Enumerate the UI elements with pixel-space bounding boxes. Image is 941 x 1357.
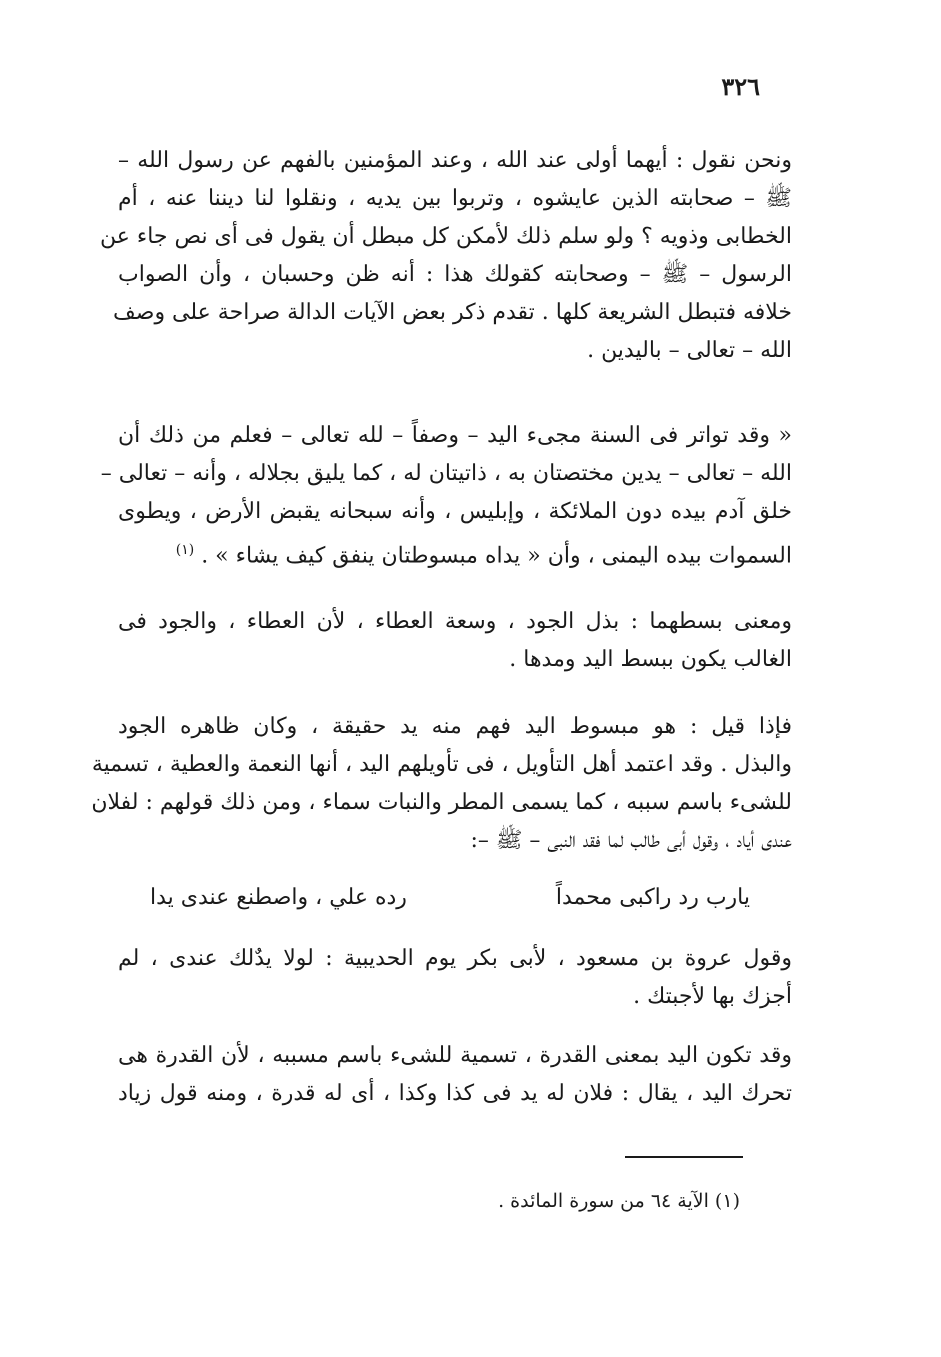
text-line: خلق آدم بيده دون الملائكة ، وإبليس ، وأنه سبحانه يقبض الأرض ، ويطوى xyxy=(118,499,792,524)
text-line: الله – تعالى – باليدين . xyxy=(587,338,792,363)
text-line: الغالب يكون ببسط اليد ومدها . xyxy=(509,647,792,672)
paragraph-6 xyxy=(118,1037,792,1113)
page-number: ٣٢٦ xyxy=(721,72,760,101)
text-line: ونحن نقول : أيهما أولى عند الله ، وعند المؤمنين بالفهم عن رسول الله – xyxy=(118,148,792,173)
text-line: خلافه فتبطل الشريعة كلها . تقدم ذكر بعض الآيات الدالة صراحة على وصف xyxy=(112,300,792,325)
text-line: وقول عروة بن مسعود ، لأبى بكر يوم الحديبية : لولا يدٌلك عندى ، لم xyxy=(118,946,792,971)
footnote-divider xyxy=(625,1156,743,1158)
footnote-reference: (١) xyxy=(175,542,195,558)
text-line: الرسول – ﷺ – وصحابته كقولك هذا : أنه ظن وحسبان ، وأن الصواب xyxy=(118,262,792,287)
paragraph-5 xyxy=(118,940,792,1016)
text-line: الخطابى وذويه ؟ ولو سلم ذلك لأمكن كل مبطل أن يقول فى أى نص جاء عن xyxy=(99,224,792,249)
paragraph-4 xyxy=(91,708,792,860)
verse-second-hemistich: رده علي ، واصطنع عندى يدا xyxy=(150,885,407,910)
text-line: عندى أياد ، وقول أبى طالب لما فقد النبى – ﷺ –: xyxy=(470,828,792,853)
text-line: تحرك اليد ، يقال : فلان له يد فى كذا وكذا ، أى له قدرة ، ومنه قول زياد xyxy=(118,1081,792,1106)
text-line: أجزك بها لأجبتك . xyxy=(633,984,792,1009)
text-line: للشىء باسم سببه ، كما يسمى المطر والنبات سماء ، ومن ذلك قولهم : لفلان xyxy=(91,790,792,815)
text-line: والبذل . وقد اعتمد أهل التأويل ، فى تأويلهم اليد ، أنها النعمة والعطية ، تسمية xyxy=(91,752,792,777)
text-line: ﷺ – صحابته الذين عايشوه ، وتربوا بين يديه ، ونقلوا لنا ديننا عنه ، أم xyxy=(118,186,792,211)
poetry-verse xyxy=(150,879,750,917)
text-line: ومعنى بسطهما : بذل الجود ، وسعة العطاء ، لأن العطاء ، والجود فى xyxy=(118,609,792,634)
paragraph-2 xyxy=(100,417,792,569)
text-line: السموات بيده اليمنى ، وأن « يداه مبسوطتان ينفق كيف يشاء » . xyxy=(201,543,792,569)
text-line: فإذا قيل : هو مبسوط اليد فهم منه يد حقيقة ، وكان ظاهره الجود xyxy=(118,714,792,739)
footnote: (١) الآية ٦٤ من سورة المائدة . xyxy=(498,1190,740,1212)
text-line-with-note xyxy=(118,531,792,569)
text-line: وقد تكون اليد بمعنى القدرة ، تسمية للشىء باسم مسببه ، لأن القدرة هى xyxy=(118,1043,792,1068)
paragraph-3 xyxy=(118,603,792,679)
text-line: الله – تعالى – يدين مختصتان به ، ذاتيتان له ، كما يليق بجلاله ، وأنه – تعالى – xyxy=(100,461,792,486)
paragraph-1 xyxy=(99,142,792,370)
verse-first-hemistich: يارب رد راكبى محمداً xyxy=(555,885,750,910)
text-line: « وقد تواتر فى السنة مجىء اليد – وصفاً – لله تعالى – فعلم من ذلك أن xyxy=(118,423,792,448)
